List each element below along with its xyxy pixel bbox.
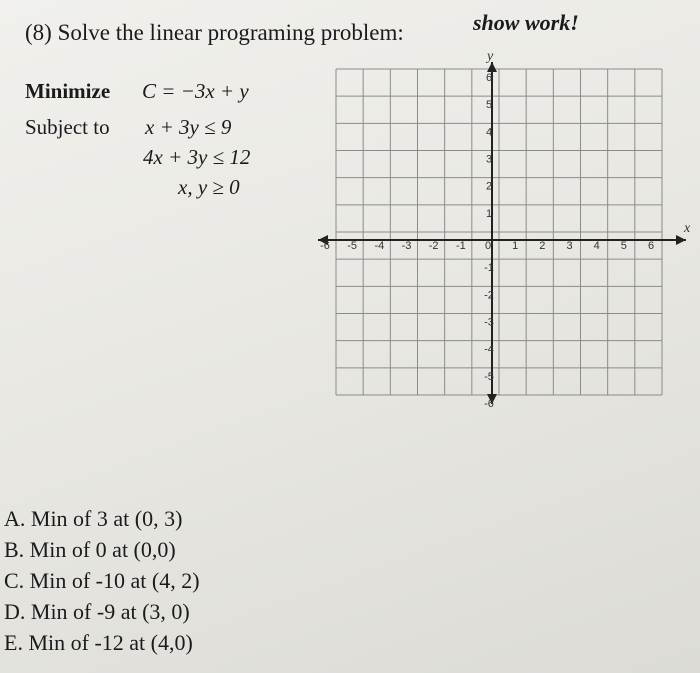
x-tick-label: -6 (320, 240, 330, 252)
choice-a[interactable]: A. Min of 3 at (0, 3) (4, 506, 183, 531)
x-tick-label: -4 (374, 240, 385, 252)
grid-lines (336, 69, 662, 395)
y-tick-label: -1 (484, 262, 494, 275)
show-work-note: show work! (473, 10, 579, 35)
y-tick-label: -2 (484, 289, 494, 302)
objective-label: Minimize (25, 79, 111, 103)
x-tick-label: -5 (347, 240, 358, 252)
x-tick-label: 5 (620, 240, 627, 252)
x-axis-arrow-right (676, 235, 686, 245)
y-axis-label: y (487, 49, 494, 64)
subject-to-label: Subject to (25, 115, 110, 139)
choice-e[interactable]: E. Min of -12 at (4,0) (4, 630, 193, 655)
y-tick-label: -5 (484, 370, 494, 383)
x-tick-label: -1 (455, 240, 466, 252)
y-tick-label: 2 (485, 180, 493, 193)
constraint-1: x + 3y ≤ 9 (145, 115, 232, 139)
x-axis-label: x (684, 221, 691, 236)
y-tick-label: 3 (485, 153, 493, 166)
choice-b[interactable]: B. Min of 0 at (0,0) (4, 537, 176, 562)
x-tick-label: 1 (512, 240, 519, 252)
y-tick-label: 1 (485, 207, 493, 220)
x-tick-label: 6 (647, 240, 655, 252)
x-tick-label: 4 (593, 240, 600, 252)
choice-d[interactable]: D. Min of -9 at (3, 0) (4, 599, 190, 624)
x-tick-label: 2 (539, 240, 546, 252)
y-tick-label: -3 (484, 316, 494, 329)
x-tick-label: -2 (428, 240, 439, 252)
problem-header: (8) Solve the linear programing problem: (25, 20, 404, 45)
y-tick-label: 5 (485, 99, 493, 112)
x-tick-label: 3 (566, 240, 573, 252)
axes (318, 62, 686, 404)
constraint-2: 4x + 3y ≤ 12 (143, 145, 251, 169)
x-tick-label: 0 (484, 240, 492, 252)
y-tick-label: 6 (485, 72, 493, 84)
y-tick-label: -4 (484, 343, 494, 356)
x-tick-label: -3 (401, 240, 412, 252)
y-tick-label: -6 (484, 398, 494, 410)
y-tick-label: 4 (485, 126, 493, 139)
choice-c[interactable]: C. Min of -10 at (4, 2) (4, 568, 200, 593)
objective-expression: C = −3x + y (142, 79, 249, 103)
constraint-3: x, y ≥ 0 (178, 175, 240, 199)
